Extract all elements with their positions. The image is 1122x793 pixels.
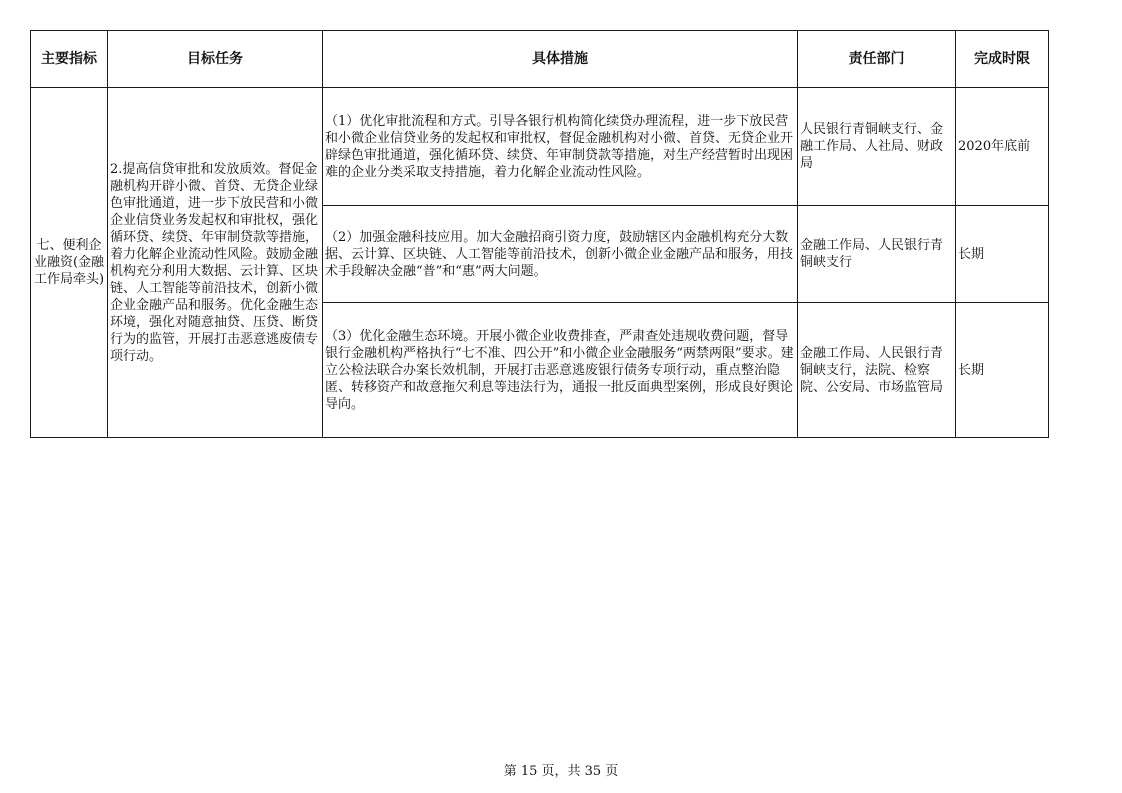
table-header-row	[31, 31, 1049, 88]
measure-cell: （1）优化审批流程和方式。引导各银行机构简化续贷办理流程，进一步下放民营和小微企业信贷业务的发起权和审批权，督促金融机构对小微、首贷、无贷企业开辟绿色审批通道，强化循环贷、续贷、年审制贷款等措施，对生产经营暂时出现困难的企业分类采取支持措施，着力化解企业流动性风险。	[323, 88, 798, 206]
measure-cell: （3）优化金融生态环境。开展小微企业收费排查，严肃查处违规收费问题，督导银行金融机构严格执行“七不准、四公开”和小微企业金融服务“两禁两限”要求。建立公检法联合办案长效机制，开展打击恶意逃废银行债务专项行动，重点整治隐匿、转移资产和故意拖欠利息等违法行为，通报一批反面典型案例，形成良好舆论导向。	[323, 303, 798, 438]
measure-cell: （2）加强金融科技应用。加大金融招商引资力度，鼓励辖区内金融机构充分大数据、云计算、区块链、人工智能等前沿技术，创新小微企业金融产品和服务，用技术手段解决金融“普”和“惠”两大问题。	[323, 206, 798, 303]
dept-cell: 金融工作局、人民银行青铜峡支行	[798, 206, 956, 303]
deadline-cell: 长期	[956, 206, 1049, 303]
measures-table	[30, 30, 1049, 438]
dept-cell: 金融工作局、人民银行青铜峡支行，法院、检察院、公安局、市场监管局	[798, 303, 956, 438]
deadline-cell: 长期	[956, 303, 1049, 438]
indicator-cell: 七、便利企业融资(金融工作局牵头)	[31, 88, 108, 438]
table-row	[31, 88, 1049, 206]
task-cell: 2.提高信贷审批和发放质效。督促金融机构开辟小微、首贷、无贷企业绿色审批通道，进一步下放民营和小微企业信贷业务发起权和审批权，强化循环贷、续贷、年审制贷款等措施，着力化解企业流动性风险。鼓励金融机构充分利用大数据、云计算、区块链、人工智能等前沿技术，创新小微企业金融产品和服务。优化金融生态环境，强化对随意抽贷、压贷、断贷行为的监管，开展打击恶意逃废债专项行动。	[108, 88, 323, 438]
header-target-task: 目标任务	[108, 31, 323, 88]
header-specific-measures: 具体措施	[323, 31, 798, 88]
header-main-indicator: 主要指标	[31, 31, 108, 88]
header-responsible-dept: 责任部门	[798, 31, 956, 88]
page-number: 第 15 页，共 35 页	[503, 764, 619, 779]
dept-cell: 人民银行青铜峡支行、金融工作局、人社局、财政局	[798, 88, 956, 206]
deadline-cell: 2020年底前	[956, 88, 1049, 206]
header-deadline: 完成时限	[956, 31, 1049, 88]
